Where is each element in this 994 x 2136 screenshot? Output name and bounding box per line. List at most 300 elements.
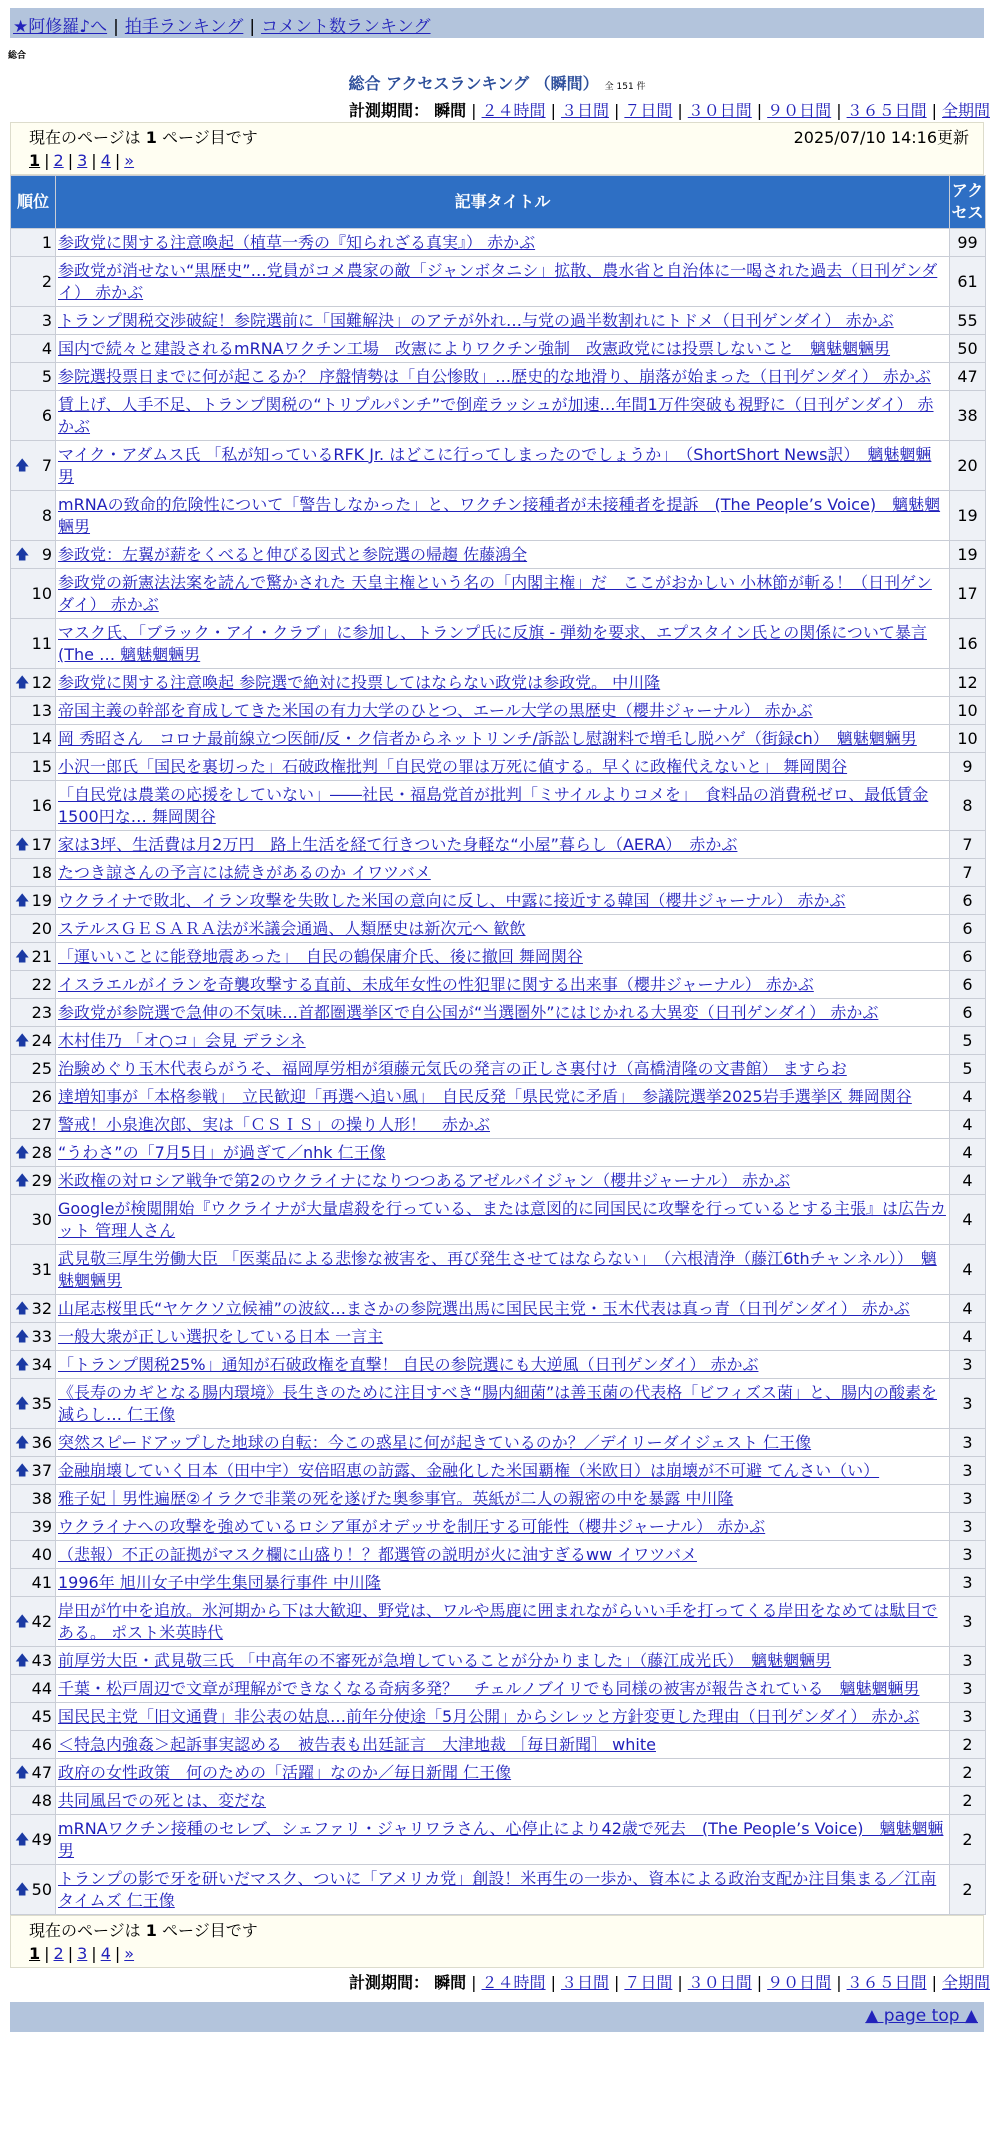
table-row — [11, 1295, 985, 1322]
table-row — [11, 1139, 985, 1166]
rank-number: 22 — [31, 974, 52, 994]
access-count: 7 — [950, 831, 985, 858]
title-cell — [56, 619, 949, 668]
table-row — [11, 1541, 985, 1568]
article-link[interactable]: 木村佳乃 「オ○コ」会見 デラシネ — [58, 1030, 306, 1050]
article-link[interactable]: 参政党の新憲法法案を読んで驚かされた 天皇主権という名の「内閣主権」だ ここがおかしい 小林節が斬る！（日刊ゲンダイ） 赤かぶ — [58, 572, 932, 614]
title-cell — [56, 1731, 949, 1758]
table-row — [11, 697, 985, 724]
rank-cell — [11, 1485, 55, 1512]
title-cell — [56, 1541, 949, 1568]
table-row — [11, 781, 985, 830]
article-link[interactable]: 警戒！小泉進次郎、実は「ＣＳＩＳ」の操り人形！ 赤かぶ — [58, 1114, 491, 1134]
rank-up-arrow-icon: 🡅 — [15, 836, 30, 853]
rank-cell — [11, 999, 55, 1026]
article-link[interactable]: 雅子妃｜男性遍歴②イラクで非業の死を遂げた奥参事官。英紙が二人の親密の中を暴露 中川隆 — [58, 1488, 734, 1508]
page-current: 1 — [29, 151, 41, 170]
rank-up-arrow-icon: 🡅 — [15, 1462, 30, 1479]
access-count: 3 — [950, 1675, 985, 1702]
rank-number: 49 — [31, 1829, 52, 1849]
article-link[interactable]: 帝国主義の幹部を育成してきた米国の有力大学のひとつ、エール大学の黒歴史（櫻井ジャーナル） 赤かぶ — [58, 700, 813, 720]
rank-number: 23 — [31, 1002, 52, 1022]
title-cell — [56, 943, 949, 970]
ranking-table — [10, 175, 986, 1915]
access-count: 2 — [950, 1815, 985, 1864]
rank-up-arrow-icon: 🡅 — [15, 1764, 30, 1781]
rank-up-arrow-icon: 🡅 — [15, 674, 30, 691]
rank-number: 9 — [41, 544, 52, 564]
rank-number: 5 — [41, 366, 52, 386]
table-row — [11, 1787, 985, 1814]
rank-up-arrow-icon: 🡅 — [15, 1613, 30, 1630]
rank-number: 3 — [41, 310, 52, 330]
access-count: 3 — [950, 1485, 985, 1512]
article-link[interactable]: ウクライナへの攻撃を強めているロシア軍がオデッサを制圧する可能性（櫻井ジャーナル） 赤かぶ — [58, 1516, 766, 1536]
title-cell — [56, 1027, 949, 1054]
access-count: 6 — [950, 915, 985, 942]
table-row — [11, 1815, 985, 1864]
article-link[interactable]: mRNAの致命的危険性について「警告しなかった」と、ワクチン接種者が未接種者を提訴 (The People’s Voice) 魑魅魍魎男 — [58, 494, 941, 536]
rank-number: 18 — [31, 862, 52, 882]
table-row — [11, 1513, 985, 1540]
table-row — [11, 1865, 985, 1914]
table-row — [11, 1597, 985, 1646]
article-link[interactable]: たつき諒さんの予言には続きがあるのか イワツバメ — [58, 862, 431, 882]
access-count: 55 — [950, 307, 985, 334]
article-link[interactable]: トランプの影で牙を研いだマスク、ついに「アメリカ党」創設！米再生の一歩か、資本による政治支配か注目集まる／江南タイムズ 仁王像 — [58, 1868, 937, 1910]
title-cell — [56, 1865, 949, 1914]
article-link[interactable]: 政府の女性政策 何のための「活躍」なのか／毎日新聞 仁王像 — [58, 1762, 512, 1782]
period-label: 計測期間： — [349, 101, 430, 120]
rank-number: 37 — [31, 1460, 52, 1480]
access-count: 10 — [950, 697, 985, 724]
title-cell — [56, 1675, 949, 1702]
article-link[interactable]: 国民民主党「旧文通費」非公表の姑息…前年分使途「5月公開」からシレッと方針変更した理由（日刊ゲンダイ） 赤かぶ — [58, 1706, 920, 1726]
period-link[interactable]: ９０日間 — [767, 101, 832, 120]
article-link[interactable]: 小沢一郎氏「国民を裏切った」石破政権批判「自民党の罪は万死に値する。早くに政権代えないと」 舞岡関谷 — [58, 756, 848, 776]
rank-number: 20 — [31, 918, 52, 938]
rank-cell — [11, 1787, 55, 1814]
period-link[interactable]: ３６５日間 — [846, 101, 927, 120]
rank-number: 15 — [31, 756, 52, 776]
article-link[interactable]: 参院選投票日までに何が起こるか？ 序盤情勢は「自公惨敗」…歴史的な地滑り、崩落が始まった（日刊ゲンダイ） 赤かぶ — [58, 366, 931, 386]
access-header: アクセス — [950, 176, 985, 228]
rank-number: 11 — [31, 633, 52, 653]
ranking-body — [11, 229, 985, 1914]
title-cell — [56, 831, 949, 858]
article-link[interactable]: ＜特急内強姦＞起訴事実認める 被告表も出廷証言 大津地裁 ［毎日新聞］ white — [58, 1734, 656, 1754]
rank-cell — [11, 541, 55, 568]
access-count: 4 — [950, 1323, 985, 1350]
rank-number: 16 — [31, 795, 52, 815]
rank-number: 7 — [41, 455, 52, 475]
footer-bar — [10, 2002, 984, 2032]
access-count: 4 — [950, 1111, 985, 1138]
article-link[interactable]: 山尾志桜里氏“ヤケクソ立候補”の波紋…まさかの参院選出馬に国民民主党・玉木代表は真っ青（日刊ゲンダイ） 赤かぶ — [58, 1298, 910, 1318]
rank-cell — [11, 1513, 55, 1540]
article-link[interactable]: （悲報）不正の証拠がマスク欄に山盛り！？都選管の説明が火に油すぎるww イワツバメ — [58, 1544, 697, 1564]
title-cell — [56, 915, 949, 942]
table-row — [11, 1167, 985, 1194]
access-count: 6 — [950, 943, 985, 970]
article-link[interactable]: 一般大衆が正しい選択をしている日本 一言主 — [58, 1326, 384, 1346]
title-cell — [56, 1703, 949, 1730]
article-link[interactable]: 治験めぐり玉木代表らがうそ、福岡厚労相が須藤元気氏の発言の正しさ裏付け（高橋清隆の文書館） ますらお — [58, 1058, 847, 1078]
home-link[interactable]: ★阿修羅♪へ — [13, 17, 108, 37]
title-header: 記事タイトル — [56, 176, 949, 228]
page-title — [0, 71, 994, 94]
table-row — [11, 363, 985, 390]
table-row — [11, 491, 985, 540]
table-row — [11, 1457, 985, 1484]
page-link[interactable]: 3 — [77, 151, 88, 170]
table-row — [11, 1429, 985, 1456]
table-row — [11, 943, 985, 970]
table-row — [11, 1245, 985, 1294]
title-cell — [56, 335, 949, 362]
rank-number: 13 — [31, 700, 52, 720]
access-count: 50 — [950, 335, 985, 362]
title-cell — [56, 753, 949, 780]
article-link[interactable]: Googleが検閲開始『ウクライナが大量虐殺を行っている、または意図的に同国民に攻撃を行っているとする主張』は広告カット 管理人さん — [58, 1198, 946, 1240]
rank-cell — [11, 1569, 55, 1596]
access-count: 4 — [950, 1245, 985, 1294]
page-top-link[interactable]: ▲ page top ▲ — [865, 2006, 978, 2026]
rank-header: 順位 — [11, 176, 55, 228]
rank-cell — [11, 335, 55, 362]
rank-number: 6 — [41, 405, 52, 425]
period-link[interactable]: ３日間 — [560, 101, 609, 120]
access-count: 20 — [950, 441, 985, 490]
article-link[interactable]: 国内で続々と建設されるmRNAワクチン工場 改憲によりワクチン強制 改憲政党には投票しないこと 魑魅魍魎男 — [58, 338, 891, 358]
article-link[interactable]: 「運いいことに能登地震あった」 自民の鶴保庸介氏、後に撤回 舞岡関谷 — [58, 946, 583, 966]
period-link[interactable]: ２４時間 — [481, 1973, 546, 1992]
rank-cell — [11, 391, 55, 440]
rank-up-arrow-icon: 🡅 — [15, 892, 30, 909]
rank-number: 32 — [31, 1298, 52, 1318]
rank-number: 26 — [31, 1086, 52, 1106]
article-link[interactable]: マスク氏、「ブラック・アイ・クラブ」に参加し、トランプ氏に反旗 - 弾劾を要求、エプスタイン氏との関係について暴言(The … 魑魅魍魎男 — [58, 622, 927, 664]
table-row — [11, 887, 985, 914]
page-link[interactable]: 4 — [100, 1944, 111, 1963]
table-row — [11, 1351, 985, 1378]
rank-cell — [11, 1703, 55, 1730]
rank-cell — [11, 1245, 55, 1294]
rank-cell — [11, 1055, 55, 1082]
rank-cell — [11, 1027, 55, 1054]
article-link[interactable]: ステルスＧＥＳＡＲＡ法が米議会通過、人類歴史は新次元へ 歓飲 — [58, 918, 526, 938]
table-row — [11, 669, 985, 696]
rank-cell — [11, 363, 55, 390]
period-link[interactable]: ３日間 — [560, 1973, 609, 1992]
ranking-title: 総合 アクセスランキング （瞬間） — [348, 74, 599, 93]
article-link[interactable]: 賃上げ、人手不足、トランプ関税の“トリプルパンチ”で倒産ラッシュが加速…年間1万件突破も視野に（日刊ゲンダイ） 赤かぶ — [58, 394, 934, 436]
rank-up-arrow-icon: 🡅 — [15, 1831, 30, 1848]
access-count: 4 — [950, 1083, 985, 1110]
rank-up-arrow-icon: 🡅 — [15, 1172, 30, 1189]
table-row — [11, 541, 985, 568]
table-row — [11, 725, 985, 752]
rank-up-arrow-icon: 🡅 — [15, 948, 30, 965]
rank-number: 36 — [31, 1432, 52, 1452]
table-row — [11, 1323, 985, 1350]
rank-cell — [11, 229, 55, 256]
page-link[interactable]: 2 — [53, 151, 64, 170]
rank-up-arrow-icon: 🡅 — [15, 1434, 30, 1451]
title-cell — [56, 1295, 949, 1322]
table-row — [11, 753, 985, 780]
table-row — [11, 999, 985, 1026]
next-page-link[interactable]: » — [124, 1944, 135, 1963]
period-link[interactable]: ２４時間 — [481, 101, 546, 120]
rank-number: 31 — [31, 1259, 52, 1279]
article-link[interactable]: 岸田が竹中を追放。氷河期から下は大歓迎、野党は、ワルや馬鹿に囲まれながらいい手を打ってくる岸田をなめては駄目である。 ポスト米英時代 — [58, 1600, 938, 1642]
table-row — [11, 229, 985, 256]
table-row — [11, 391, 985, 440]
table-row — [11, 441, 985, 490]
rank-cell — [11, 1597, 55, 1646]
rank-number: 33 — [31, 1326, 52, 1346]
period-current: 瞬間 — [434, 1973, 467, 1992]
article-link[interactable]: mRNAワクチン接種のセレブ、シェファリ・ジャリワラさん、心停止により42歳で死去 (The People’s Voice) 魑魅魍魎男 — [58, 1818, 944, 1860]
rank-number: 29 — [31, 1170, 52, 1190]
article-link[interactable]: 武見敬三厚生労働大臣 「医薬品による悲惨な被害を、再び発生させてはならない」 （六根清浄（藤江6thチャンネル）） 魑魅魍魎男 — [58, 1248, 937, 1290]
rank-number: 27 — [31, 1114, 52, 1134]
rank-up-arrow-icon: 🡅 — [15, 1328, 30, 1345]
rank-cell — [11, 619, 55, 668]
rank-cell — [11, 859, 55, 886]
rank-cell — [11, 669, 55, 696]
rank-number: 10 — [31, 583, 52, 603]
access-count: 2 — [950, 1731, 985, 1758]
page-link[interactable]: 4 — [100, 151, 111, 170]
access-count: 3 — [950, 1513, 985, 1540]
article-link[interactable]: 突然スピードアップした地球の自転：今この惑星に何が起きているのか？／デイリーダイジェスト 仁王像 — [58, 1432, 812, 1452]
rank-up-arrow-icon: 🡅 — [15, 546, 30, 563]
rank-cell — [11, 915, 55, 942]
access-count: 2 — [950, 1787, 985, 1814]
rank-up-arrow-icon: 🡅 — [15, 1144, 30, 1161]
article-link[interactable]: 前厚労大臣・武見敬三氏 「中高年の不審死が急増していることが分かりました」（藤江成光氏） 魑魅魍魎男 — [58, 1650, 832, 1670]
access-count: 4 — [950, 1167, 985, 1194]
table-row — [11, 1111, 985, 1138]
table-row — [11, 1485, 985, 1512]
access-count: 99 — [950, 229, 985, 256]
title-cell — [56, 781, 949, 830]
table-row — [11, 335, 985, 362]
title-cell — [56, 887, 949, 914]
rank-cell — [11, 1865, 55, 1914]
rank-number: 24 — [31, 1030, 52, 1050]
rank-cell — [11, 1457, 55, 1484]
article-link[interactable]: 千葉・松戸周辺で文章が理解ができなくなる奇病多発？ チェルノブイリでも同様の被害が報告されている 魑魅魍魎男 — [58, 1678, 920, 1698]
rank-up-arrow-icon: 🡅 — [15, 457, 30, 474]
rank-number: 30 — [31, 1209, 52, 1229]
title-cell — [56, 491, 949, 540]
clap-ranking-link[interactable]: 拍手ランキング — [124, 17, 244, 37]
access-count: 12 — [950, 669, 985, 696]
article-link[interactable]: 米政権の対ロシア戦争で第2のウクライナになりつつあるアゼルバイジャン（櫻井ジャーナル） 赤かぶ — [58, 1170, 791, 1190]
article-link[interactable]: イスラエルがイランを奇襲攻撃する直前、未成年女性の性犯罪に関する出来事（櫻井ジャーナル） 赤かぶ — [58, 974, 814, 994]
access-count: 3 — [950, 1703, 985, 1730]
article-link[interactable]: マイク・アダムス氏 「私が知っているRFK Jr. はどこに行ってしまったのでしょうか」 （ShortShort News訳） 魑魅魍魎男 — [58, 444, 932, 486]
table-row — [11, 1675, 985, 1702]
rank-number: 28 — [31, 1142, 52, 1162]
rank-number: 48 — [31, 1790, 52, 1810]
rank-up-arrow-icon: 🡅 — [15, 1652, 30, 1669]
title-cell — [56, 999, 949, 1026]
access-count: 38 — [950, 391, 985, 440]
page-link[interactable]: 2 — [53, 1944, 64, 1963]
title-cell — [56, 541, 949, 568]
rank-up-arrow-icon: 🡅 — [15, 1356, 30, 1373]
rank-cell — [11, 1295, 55, 1322]
page-link[interactable]: 3 — [77, 1944, 88, 1963]
article-link[interactable]: 参政党が消せない“黒歴史”…党員がコメ農家の敵「ジャンボタニシ」拡散、農水省と自治体に一喝された過去（日刊ゲンダイ） 赤かぶ — [58, 260, 938, 302]
access-count: 19 — [950, 491, 985, 540]
article-link[interactable]: 参政党：左翼が薪をくべると伸びる図式と参院選の帰趨 佐藤鴻全 — [58, 544, 528, 564]
article-link[interactable]: トランプ関税交渉破綻！参院選前に「国難解決」のアテが外れ…与党の過半数割れにトドメ（日刊ゲンダイ） 赤かぶ — [58, 310, 894, 330]
period-link[interactable]: 全期間 — [941, 101, 990, 120]
table-row — [11, 831, 985, 858]
rank-number: 38 — [31, 1488, 52, 1508]
article-link[interactable]: 参政党が参院選で急伸の不気味…首都圏選挙区で自公国が“当選圏外”にはじかれる大異変（日刊ゲンダイ） 赤かぶ — [58, 1002, 879, 1022]
title-cell — [56, 363, 949, 390]
title-cell — [56, 1513, 949, 1540]
table-row — [11, 1055, 985, 1082]
updated-time: 2025/07/10 14:16更新 — [793, 128, 969, 147]
title-cell — [56, 1485, 949, 1512]
rank-number: 1 — [41, 232, 52, 252]
access-count: 3 — [950, 1379, 985, 1428]
access-count: 7 — [950, 859, 985, 886]
period-link[interactable]: 全期間 — [941, 1973, 990, 1992]
rank-cell — [11, 725, 55, 752]
article-link[interactable]: 「自民党は農業の応援をしていない」――社民・福島党首が批判「ミサイルよりコメを」 食料品の消費税ゼロ、最低賃金1500円な… 舞岡関谷 — [58, 784, 929, 826]
pager-top — [10, 122, 984, 175]
period-link[interactable]: ７日間 — [624, 1973, 673, 1992]
article-link[interactable]: 共同風呂での死とは、変だな — [58, 1790, 267, 1810]
title-cell — [56, 1323, 949, 1350]
period-selector-bottom: 計測期間： 瞬間 | ２４時間 | ３日間 | ７日間 | ３０日間 | ９０日間 | ３６５日間 | 全期間 — [349, 1973, 990, 1992]
title-cell — [56, 669, 949, 696]
title-cell — [56, 859, 949, 886]
access-count: 47 — [950, 363, 985, 390]
access-count: 6 — [950, 971, 985, 998]
title-cell — [56, 1167, 949, 1194]
access-count: 3 — [950, 1541, 985, 1568]
article-link[interactable]: ウクライナで敗北、イラン攻撃を失敗した米国の意向に反し、中露に接近する韓国（櫻井ジャーナル） 赤かぶ — [58, 890, 846, 910]
article-link[interactable]: 家は3坪、生活費は月2万円 路上生活を経て行きついた身軽な“小屋”暮らし（AERA） 赤かぶ — [58, 834, 738, 854]
category-label: 総合 — [8, 51, 27, 61]
access-count: 5 — [950, 1055, 985, 1082]
page-current: 1 — [29, 1944, 41, 1963]
article-link[interactable]: 金融崩壊していく日本（田中宇）安倍昭恵の訪露、金融化した米国覇権（米欧日）は崩壊が不可避 てんさい（い） — [58, 1460, 880, 1480]
table-row — [11, 1647, 985, 1674]
rank-number: 45 — [31, 1706, 52, 1726]
rank-number: 47 — [31, 1762, 52, 1782]
period-link[interactable]: ３６５日間 — [846, 1973, 927, 1992]
access-count: 3 — [950, 1457, 985, 1484]
rank-up-arrow-icon: 🡅 — [15, 1300, 30, 1317]
table-row — [11, 619, 985, 668]
rank-cell — [11, 971, 55, 998]
article-link[interactable]: 参政党に関する注意喚起 参院選で絶対に投票してはならない政党は参政党。 中川隆 — [58, 672, 661, 692]
title-cell — [56, 1787, 949, 1814]
table-row — [11, 307, 985, 334]
access-count: 6 — [950, 887, 985, 914]
period-link[interactable]: ３０日間 — [687, 1973, 752, 1992]
rank-cell — [11, 1731, 55, 1758]
rank-number: 41 — [31, 1572, 52, 1592]
period-link[interactable]: ３０日間 — [687, 101, 752, 120]
next-page-link[interactable]: » — [124, 151, 135, 170]
title-cell — [56, 1083, 949, 1110]
top-nav: ★阿修羅♪へ | 拍手ランキング | コメント数ランキング — [10, 8, 984, 38]
rank-up-arrow-icon: 🡅 — [15, 1032, 30, 1049]
comment-ranking-link[interactable]: コメント数ランキング — [261, 17, 431, 37]
table-row — [11, 859, 985, 886]
rank-cell — [11, 697, 55, 724]
article-link[interactable]: 1996年 旭川女子中学生集団暴行事件 中川隆 — [58, 1572, 381, 1592]
article-link[interactable]: 参政党に関する注意喚起（植草一秀の『知られざる真実』） 赤かぶ — [58, 232, 536, 252]
rank-number: 14 — [31, 728, 52, 748]
table-row — [11, 1195, 985, 1244]
access-count: 9 — [950, 753, 985, 780]
title-cell — [56, 1647, 949, 1674]
title-cell — [56, 1351, 949, 1378]
table-row — [11, 915, 985, 942]
period-link[interactable]: ９０日間 — [767, 1973, 832, 1992]
title-cell — [56, 1457, 949, 1484]
title-cell — [56, 1111, 949, 1138]
page-status: 現在のページは 1 ページ目です — [29, 1921, 258, 1940]
rank-cell — [11, 491, 55, 540]
title-cell — [56, 1379, 949, 1428]
article-link[interactable]: “うわさ”の「7月5日」が過ぎて／nhk 仁王像 — [58, 1142, 386, 1162]
article-link[interactable]: 達増知事が「本格参戦」 立民歓迎「再選へ追い風」 自民反発「県民党に矛盾」 参議院選挙2025岩手選挙区 舞岡関谷 — [58, 1086, 912, 1106]
title-cell — [56, 1815, 949, 1864]
table-row — [11, 1703, 985, 1730]
article-link[interactable]: 《長寿のカギとなる腸内環境》長生きのために注目すべき“腸内細菌”は善玉菌の代表格「ビフィズス菌」と、腸内の酸素を減らし… 仁王像 — [58, 1382, 937, 1424]
title-cell — [56, 1055, 949, 1082]
title-cell — [56, 1597, 949, 1646]
rank-number: 39 — [31, 1516, 52, 1536]
title-cell — [56, 1245, 949, 1294]
rank-cell — [11, 441, 55, 490]
page-links: 1 | 2 | 3 | 4 | » — [29, 151, 135, 170]
rank-number: 35 — [31, 1393, 52, 1413]
pager-bottom — [10, 1915, 984, 1968]
page-links: 1 | 2 | 3 | 4 | » — [29, 1944, 135, 1963]
access-count: 4 — [950, 1195, 985, 1244]
table-row — [11, 971, 985, 998]
rank-cell — [11, 257, 55, 306]
rank-cell — [11, 1675, 55, 1702]
rank-cell — [11, 781, 55, 830]
rank-up-arrow-icon: 🡅 — [15, 1395, 30, 1412]
access-count: 3 — [950, 1351, 985, 1378]
rank-number: 43 — [31, 1650, 52, 1670]
article-link[interactable]: 岡 秀昭さん コロナ最前線立つ医師/反・ク信者からネットリンチ/訴訟し慰謝料で増毛し脱ハゲ（街録ch） 魑魅魍魎男 — [58, 728, 917, 748]
article-link[interactable]: 「トランプ関税25%」通知が石破政権を直撃！ 自民の参院選にも大逆風（日刊ゲンダイ） 赤かぶ — [58, 1354, 759, 1374]
title-cell — [56, 391, 949, 440]
rank-cell — [11, 569, 55, 618]
period-link[interactable]: ７日間 — [624, 101, 673, 120]
rank-number: 17 — [31, 834, 52, 854]
rank-cell — [11, 753, 55, 780]
access-count: 2 — [950, 1759, 985, 1786]
